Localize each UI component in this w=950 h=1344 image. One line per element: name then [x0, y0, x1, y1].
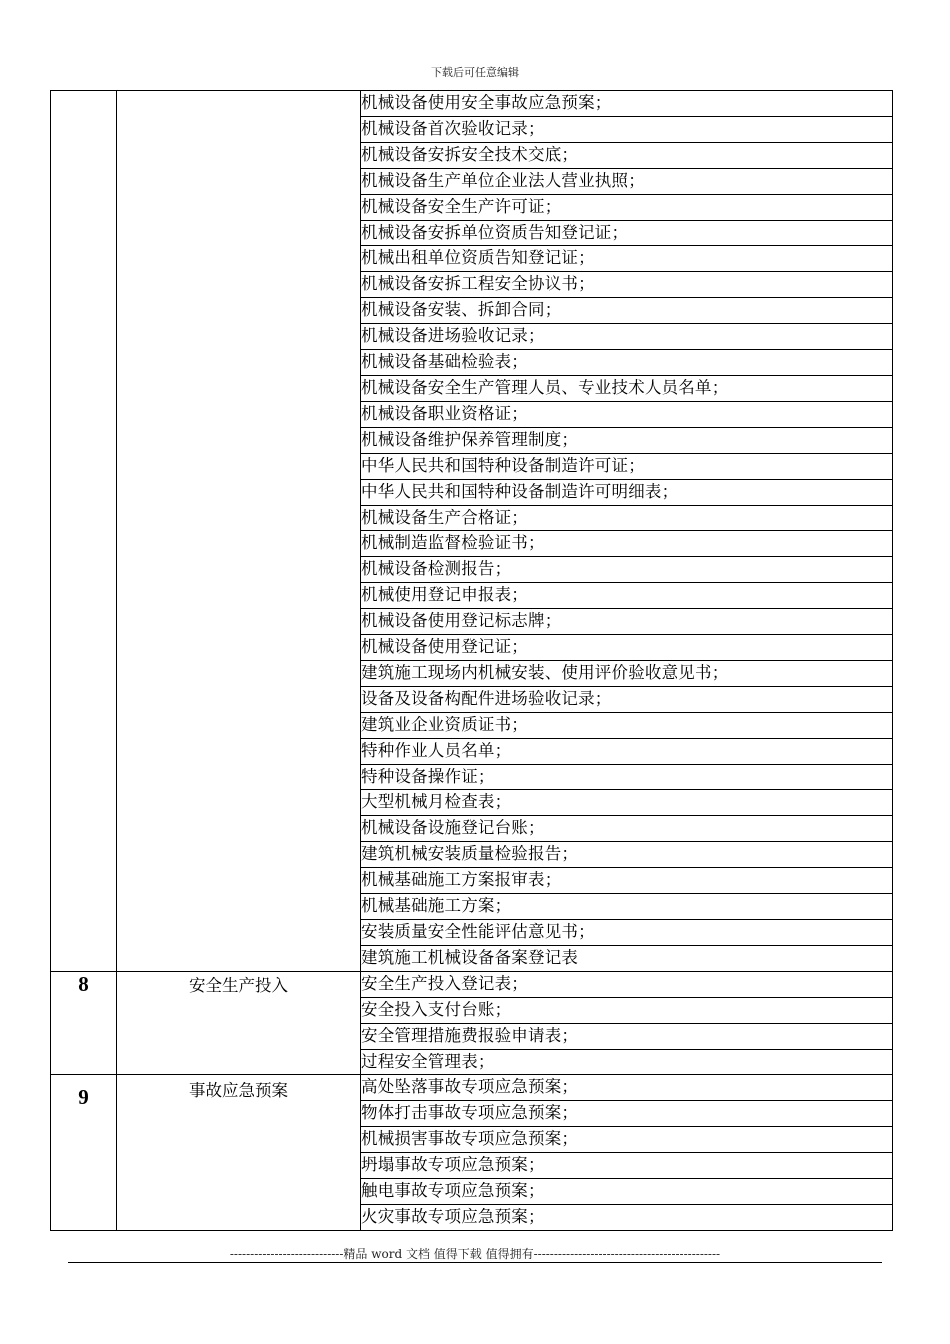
document-item: 大型机械月检查表； — [361, 790, 893, 816]
document-item: 机械设备首次验收记录； — [361, 116, 893, 142]
document-item: 机械设备安拆单位资质告知登记证； — [361, 220, 893, 246]
document-item: 安全生产投入登记表； — [361, 971, 893, 997]
document-item: 建筑业企业资质证书； — [361, 712, 893, 738]
document-item: 机械设备使用登记标志牌； — [361, 609, 893, 635]
document-item: 机械制造监督检验证书； — [361, 531, 893, 557]
document-item: 特种设备操作证； — [361, 764, 893, 790]
section-number: 8 — [51, 971, 117, 1075]
document-item: 火灾事故专项应急预案； — [361, 1204, 893, 1230]
document-item: 机械基础施工方案； — [361, 894, 893, 920]
document-item: 机械设备安全生产管理人员、专业技术人员名单； — [361, 375, 893, 401]
document-item: 机械设备生产合格证； — [361, 505, 893, 531]
document-item: 物体打击事故专项应急预案； — [361, 1101, 893, 1127]
document-item: 机械设备使用登记证； — [361, 635, 893, 661]
document-item: 机械设备安拆工程安全协议书； — [361, 272, 893, 298]
document-item: 安全管理措施费报验申请表； — [361, 1023, 893, 1049]
document-item: 设备及设备构配件进场验收记录； — [361, 686, 893, 712]
document-item: 机械设备设施登记台账； — [361, 816, 893, 842]
document-item: 机械设备安全生产许可证； — [361, 194, 893, 220]
section-number — [51, 91, 117, 972]
section-category — [117, 91, 361, 972]
table-row — [51, 971, 893, 997]
document-item: 机械设备安装、拆卸合同； — [361, 298, 893, 324]
document-item: 机械设备安拆安全技术交底； — [361, 142, 893, 168]
document-item: 中华人民共和国特种设备制造许可证； — [361, 453, 893, 479]
document-item: 机械设备职业资格证； — [361, 401, 893, 427]
section-number: 9 — [51, 1075, 117, 1230]
document-item: 机械设备检测报告； — [361, 557, 893, 583]
document-item: 机械设备生产单位企业法人营业执照； — [361, 168, 893, 194]
document-item: 机械使用登记申报表； — [361, 583, 893, 609]
page-footer-text: ----------------------------精品 word 文档 值得下载 值得拥有---------------------------------------------- — [229, 1247, 721, 1261]
document-item: 安装质量安全性能评估意见书； — [361, 920, 893, 946]
table-row — [51, 91, 893, 117]
document-item: 机械设备基础检验表； — [361, 350, 893, 376]
document-item: 建筑施工现场内机械安装、使用评价验收意见书； — [361, 660, 893, 686]
page-header-note: 下载后可任意编辑 — [431, 66, 519, 79]
document-item: 触电事故专项应急预案； — [361, 1179, 893, 1205]
section-category: 安全生产投入 — [117, 971, 361, 1075]
document-item: 高处坠落事故专项应急预案； — [361, 1075, 893, 1101]
document-item: 过程安全管理表； — [361, 1049, 893, 1075]
document-item: 特种作业人员名单； — [361, 738, 893, 764]
document-item: 机械设备使用安全事故应急预案； — [361, 91, 893, 117]
document-item: 坍塌事故专项应急预案； — [361, 1153, 893, 1179]
document-item: 建筑机械安装质量检验报告； — [361, 842, 893, 868]
document-item: 机械设备进场验收记录； — [361, 324, 893, 350]
footer-rule — [68, 1262, 882, 1263]
table-row — [51, 1075, 893, 1101]
document-item: 中华人民共和国特种设备制造许可明细表； — [361, 479, 893, 505]
document-item: 机械设备维护保养管理制度； — [361, 427, 893, 453]
document-item: 机械损害事故专项应急预案； — [361, 1127, 893, 1153]
checklist-table — [50, 90, 893, 1231]
document-item: 安全投入支付台账； — [361, 997, 893, 1023]
document-item: 建筑施工机械设备备案登记表 — [361, 945, 893, 971]
document-item: 机械出租单位资质告知登记证； — [361, 246, 893, 272]
section-category: 事故应急预案 — [117, 1075, 361, 1230]
document-item: 机械基础施工方案报审表； — [361, 868, 893, 894]
